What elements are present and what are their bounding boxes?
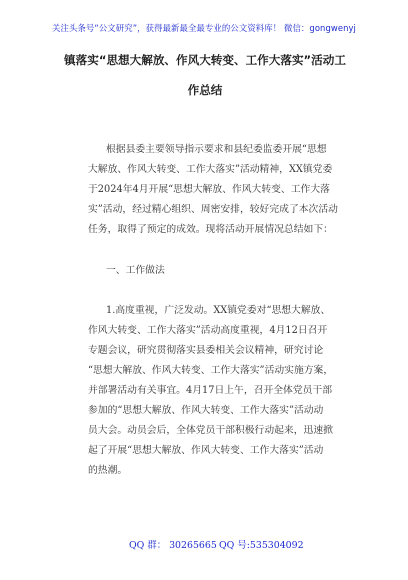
item-paragraph-line: 起了开展“思想大解放、作风大转变、工作大落实”活动 (88, 445, 324, 456)
intro-paragraph-line: 于2024年4月开展“思想大解放、作风大转变、工作大落 (88, 184, 330, 195)
document-title-line-2: 作总结 (187, 83, 223, 97)
item-paragraph-line: 参加的“思想大解放、作风大转变、工作大落实”活动动 (88, 405, 324, 416)
item-paragraph-line: 员大会。动员会后，全体党员干部积极行动起来，迅速掀 (88, 425, 333, 436)
qq-group-number: QQ 群： 30265665 (129, 540, 217, 551)
item-paragraph-line: 并部署活动有关事宜。4月17日上午，召开全体党员干部 (88, 385, 333, 396)
item-paragraph-line: 1.高度重视，广泛发动。XX镇党委对“思想大解放、 (106, 305, 331, 316)
intro-paragraph-line: 大解放、作风大转变、工作大落实”活动精神，XX镇党委 (88, 164, 333, 175)
document-title-line-1: 镇落实“思想大解放、作风大转变、工作大落实”活动工 (64, 53, 346, 67)
header-banner: 关注头条号“公文研究”，获得最新最全最专业的公文资料库！ 微信：gongwenyj (52, 23, 356, 33)
section-heading: 一、工作做法 (106, 265, 165, 276)
intro-paragraph-line: 任务，取得了预定的成效。现将活动开展情况总结如下： (88, 224, 333, 235)
item-paragraph-line: 专题会议，研究贯彻落实县委相关会议精神，研究讨论 (88, 345, 324, 356)
item-paragraph-line: “思想大解放、作风大转变、工作大落实”活动实施方案， (88, 365, 334, 376)
intro-paragraph-line: 根据县委主要领导指示要求和县纪委监委开展“思想 (106, 144, 327, 155)
intro-paragraph-line: 实”活动，经过精心组织、周密安排，较好完成了本次活动 (88, 204, 338, 215)
qq-number: QQ 号:535304092 (219, 540, 304, 551)
item-paragraph-line: 作风大转变、工作大落实”活动高度重视，4月12日召开 (88, 325, 328, 336)
item-paragraph-line: 的热潮。 (88, 465, 128, 476)
